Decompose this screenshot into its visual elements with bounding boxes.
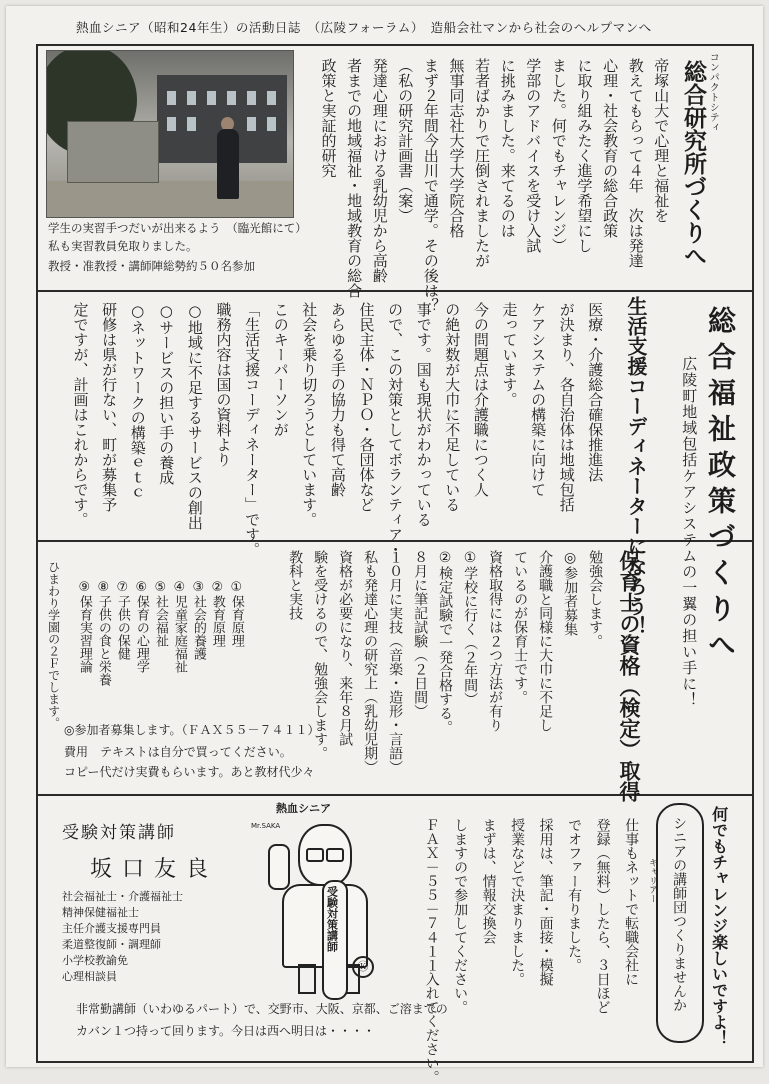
photo-ground xyxy=(47,181,293,217)
section2-column: 研修は県が行ない、町が募集予 xyxy=(100,302,119,512)
section3-heading: 保育士の資格（検定）取得 xyxy=(617,550,641,802)
subject-item: ⑨保育実習理論 xyxy=(76,580,92,673)
section2-title: 総合福祉政策づくりへ xyxy=(704,306,737,666)
photo-window xyxy=(167,117,176,131)
credential-item: 社会福祉士・介護福祉士 xyxy=(62,890,183,903)
figure-sash-text: 受験対策講師 xyxy=(325,886,339,952)
section4-column: 採用は、筆記・面接・模擬 xyxy=(537,818,554,986)
section3-column: ②検定試験で一発合格する。 xyxy=(437,550,454,734)
photo-window xyxy=(227,91,236,105)
section1-column: 無事同志社大学大学院合格 xyxy=(447,58,466,238)
subject-item: ⑦子供の保健 xyxy=(114,580,130,660)
section2-column: 定ですが、計画はこれからです。 xyxy=(71,302,90,527)
section2-column: 社会を乗り切ろうとしています。 xyxy=(300,302,319,527)
section2-column: ので、この対策としてボランティア・ xyxy=(386,302,405,557)
section4-heading: 何でもチャレンジ楽しいですよ！ xyxy=(709,806,729,1046)
career-ruby: キャリアー xyxy=(646,858,657,903)
section4-column: 登録（無料）したら、３日ほど xyxy=(594,818,611,1014)
section1-column: に取り組みたく進学希望にし xyxy=(575,58,594,253)
figure-raised-arm xyxy=(268,844,290,890)
credential-item: 心理相談員 xyxy=(62,970,117,983)
section2-column: ケアシステムの構築に向けて xyxy=(529,302,548,497)
section4-column: 授業などで決まりました。 xyxy=(509,818,526,986)
photo-window xyxy=(207,91,216,105)
section3-column: １０月に実技（音楽・造形・言語） xyxy=(387,550,404,774)
section3-column: ているのが保育士です。 xyxy=(512,550,529,704)
section1-column: 政策と実証的研究 xyxy=(319,58,338,178)
section3-column: 教科と実技 xyxy=(287,550,304,620)
section2-column: ○サービスの担い手の養成 xyxy=(157,302,176,485)
section2-column: 「生活支援コーディネーター」です。 xyxy=(243,302,262,557)
subject-item: ②教育原理 xyxy=(209,580,225,647)
subject-item: ⑤社会福祉 xyxy=(152,580,168,647)
section2-column: 医療・介護総合確保推進法 xyxy=(586,302,605,482)
photo-caption-1: 学生の実習手つだいが出来るよう （臨光館にて） xyxy=(48,221,307,235)
section3-note-3: コピー代だけ実費もらいます。あと教材代少々 xyxy=(64,765,315,779)
newsletter-sheet xyxy=(6,6,763,1084)
section3-column: 介護職と同様に大巾に不足し xyxy=(537,550,554,732)
section3-note-2: 費用 テキストは自分で買ってください。 xyxy=(64,745,292,759)
section4-column: 仕事もネットで転職会社に xyxy=(623,818,640,986)
profile-title: 受験対策講師 xyxy=(62,823,176,843)
section1-title-ruby: コンパクトシティ xyxy=(707,52,719,132)
section1-column: 学部のアドバイスを受け入試 xyxy=(524,58,543,253)
header-title: 熱血シニア（昭和24年生）の活動日誌 （広陵フォーラム） 造船会社マンから社会のヘルプマンへ xyxy=(76,20,652,35)
section2-column: 事です。国も現状がわかっている xyxy=(414,302,433,527)
figure-leg xyxy=(298,964,316,994)
section3-column: ①学校に行く（２年間） xyxy=(462,550,479,706)
section2-column: あらゆる手の協力も得て高齢 xyxy=(328,302,347,497)
photo-window xyxy=(167,91,176,105)
credential-item: 小学校教諭免 xyxy=(62,954,128,967)
section1-column: 教えてもらって４年 次は発達 xyxy=(626,58,645,268)
subject-item: ⑧子供の食と栄養 xyxy=(95,580,111,686)
section1-column: 帝塚山大で心理と福祉を xyxy=(652,58,671,223)
footer-line-1: 非常勤講師（いわゆるパート）で、交野市、大阪、京都、ご溶までの xyxy=(76,1002,448,1016)
photo-window xyxy=(247,91,256,105)
section1-column: 者までの地域福祉・地域教育の総合 xyxy=(345,58,364,298)
subject-item: ①保育原理 xyxy=(228,580,244,647)
photo-caption-2: 私も実習教員免取りました。 xyxy=(48,239,198,253)
section3-column: 験を受けるので、勉強会します。 xyxy=(312,550,329,760)
subject-item: ③社会的養護 xyxy=(190,580,206,660)
section1-column: 若者ばかりで圧倒されましたが xyxy=(473,58,492,268)
section1-column: ました。何でもチャレンジ） xyxy=(549,58,568,253)
section4-column: ＦＡＸ－５５－７４１１入れてください。 xyxy=(423,818,440,1084)
subject-item: ④児童家庭福祉 xyxy=(171,580,187,673)
section4-column: しますので参加してください。 xyxy=(452,818,469,1014)
credential-item: 主任介護支援専門員 xyxy=(62,922,161,935)
section2-subtitle: 広陵町地域包括ケアシステムの一翼の担い手に！ xyxy=(680,356,699,708)
photo-window xyxy=(187,91,196,105)
credential-item: 精神保健福祉士 xyxy=(62,906,139,919)
section1-column: 発達心理における乳幼児から高齢 xyxy=(370,58,389,283)
section3-column: 資格取得には２つ方法が有り xyxy=(487,550,504,732)
section1-column: 心理・社会教育の総合政策 xyxy=(601,58,620,238)
photo-person xyxy=(217,129,239,199)
figure-caption: 熱血シニア xyxy=(276,802,331,815)
figure-tag: Mr.SAKA xyxy=(251,822,281,830)
section1-column: まず２年間今出川で通学。その後は？ xyxy=(421,58,440,313)
section2-heading: 生活支援コーディネーターになろう！ xyxy=(624,296,648,636)
section4-column: まずは、情報交換会 xyxy=(480,818,497,944)
section3-column: 資格が必要になり、来年８月試 xyxy=(337,550,354,746)
photo-window xyxy=(267,91,276,105)
section1-title: 総合研究所づくりへ xyxy=(680,60,706,267)
section2-column: 今の問題点は介護職につく人 xyxy=(471,302,490,497)
section2-column: ○地域に不足するサービスの創出 xyxy=(185,302,204,530)
glasses-icon xyxy=(306,848,324,862)
section3-column: 勉強会します。 xyxy=(587,550,604,648)
profile-name: 坂口友良 xyxy=(90,857,219,882)
recruit-callout-text: シニアの講師団つくりませんか xyxy=(671,816,688,1012)
section2-column: 住民主体・ＮＰＯ・各団体など xyxy=(357,302,376,512)
divider-3 xyxy=(38,794,752,796)
section3-note-1: ◎参加者募集します。（ＦＡＸ５５－７４１１） xyxy=(64,723,320,737)
section2-column: が決まり、各自治体は地域包括 xyxy=(557,302,576,512)
section3-column: 私も発達心理の研究上（乳幼児期） xyxy=(362,550,379,774)
photo-stone-sign xyxy=(67,121,159,183)
section3-column: ８月に筆記試験（２日間） xyxy=(412,550,429,718)
section1-column: （私の研究計画書（案） xyxy=(396,58,415,223)
section1-column: に挑みました。来てるのは xyxy=(498,58,517,238)
credential-item: 柔道整復師・調理師 xyxy=(62,938,161,951)
photo-window xyxy=(187,117,196,131)
photo-window xyxy=(267,117,276,131)
section2-column: の絶対数が大巾に不足している xyxy=(443,302,462,512)
section2-column: ○ネットワークの構築ｅｔｃ xyxy=(128,302,147,500)
footer-line-2: カバン１つ持って回ります。今日は西へ明日は・・・・ xyxy=(76,1024,376,1038)
figure-badge: Ⓚ xyxy=(352,956,374,978)
section2-column: このキーパーソンが xyxy=(271,302,290,437)
section2-column: 職務内容は国の資料より xyxy=(214,302,233,467)
figure-head xyxy=(298,824,352,886)
photo-caption-3: 教授・准教授・講師陣総勢約５０名参加 xyxy=(48,259,255,273)
divider-1 xyxy=(38,290,752,292)
venue-note: ひまわり学園の２Ｆでします。 xyxy=(46,561,61,729)
section3-column: ◎参加者募集 xyxy=(562,550,579,636)
section4-column: でオファー有りました。 xyxy=(566,818,583,972)
subject-item: ⑥保育の心理学 xyxy=(133,580,149,673)
section2-column: 走っています。 xyxy=(500,302,519,407)
campus-photo xyxy=(46,50,294,218)
photo-window xyxy=(247,117,256,131)
glasses-icon xyxy=(326,848,344,862)
